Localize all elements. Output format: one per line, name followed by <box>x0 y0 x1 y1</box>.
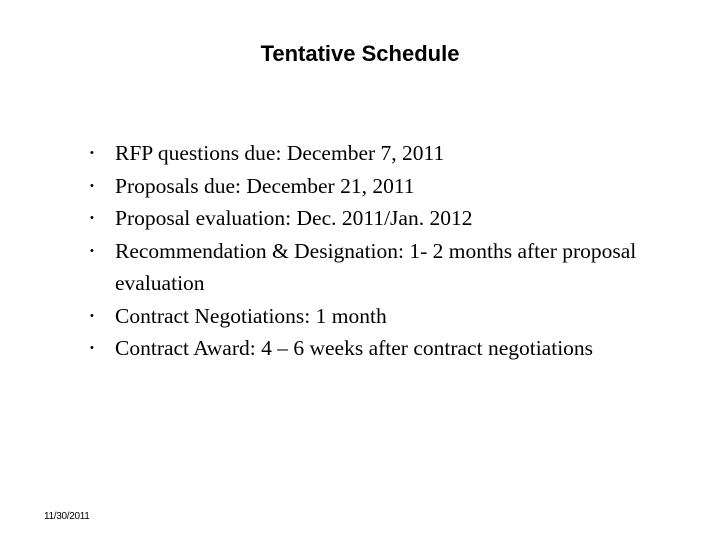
bullet-dot-icon: • <box>90 342 94 354</box>
bullet-text: Contract Negotiations: 1 month <box>115 303 387 328</box>
bullet-item <box>90 170 684 203</box>
bullet-item <box>90 300 684 333</box>
bullet-text: Recommendation & Designation: 1- 2 months after proposal evaluation <box>115 238 637 295</box>
schedule-bullet-list <box>90 137 684 365</box>
bullet-item <box>90 137 684 170</box>
bullet-dot-icon: • <box>90 244 94 257</box>
footer-date: 11/30/2011 <box>44 511 90 522</box>
bullet-text: Proposal evaluation: Dec. 2011/Jan. 2012 <box>115 206 473 230</box>
bullet-text: Contract Award: 4 – 6 weeks after contract negotiations <box>115 336 594 360</box>
bullet-dot-icon: • <box>90 309 94 322</box>
slide-title: Tentative Schedule <box>260 41 460 66</box>
bullet-dot-icon: • <box>90 179 94 192</box>
bullet-dot-icon: • <box>90 212 94 224</box>
bullet-text: Proposals due: December 21, 2011 <box>115 173 415 198</box>
bullet-item <box>90 332 684 365</box>
bullet-item <box>90 202 684 235</box>
bullet-text: RFP questions due: December 7, 2011 <box>115 141 445 165</box>
bullet-dot-icon: • <box>90 147 94 159</box>
bullet-item <box>90 235 684 300</box>
